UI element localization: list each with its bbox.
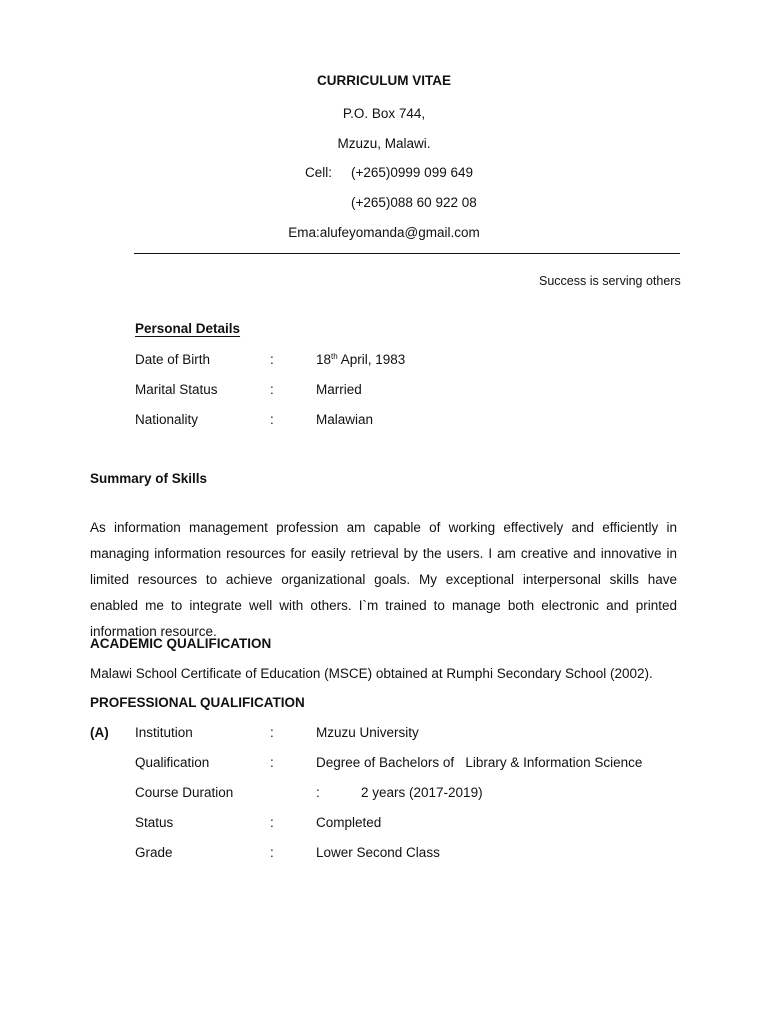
academic-heading: ACADEMIC QUALIFICATION [90, 636, 272, 651]
cell-label: Cell: [305, 165, 333, 180]
pd-label-dob: Date of Birth [135, 352, 211, 367]
cell-number-1: (+265)0999 099 649 [351, 165, 473, 180]
pq-value-institution: Mzuzu University [316, 725, 419, 740]
cell-number-2: (+265)088 60 922 08 [351, 195, 477, 210]
personal-details-heading: Personal Details [135, 321, 241, 336]
pd-sep-nationality: : [270, 412, 274, 427]
pd-sep-marital: : [270, 382, 274, 397]
pd-value-dob: 18th April, 1983 [316, 352, 406, 367]
pd-label-marital: Marital Status [135, 382, 218, 397]
address-line-1: P.O. Box 744, [342, 106, 426, 121]
email-line: Ema:alufeyomanda@gmail.com [288, 225, 480, 240]
pq-value-qualification: Degree of Bachelors of Library & Information Science [316, 755, 643, 770]
pq-label-qualification: Qualification [135, 755, 210, 770]
pq-label-duration: Course Duration [135, 785, 234, 800]
pq-sep-status: : [270, 815, 274, 830]
pq-sep-qualification: : [270, 755, 274, 770]
professional-heading: PROFESSIONAL QUALIFICATION [90, 695, 305, 710]
pq-label-status: Status [135, 815, 174, 830]
pq-value-status: Completed [316, 815, 382, 830]
pq-value-grade: Lower Second Class [316, 845, 440, 860]
motto: Success is serving others [539, 274, 681, 288]
pq-label-institution: Institution [135, 725, 193, 740]
academic-text: Malawi School Certificate of Education (MSCE) obtained at Rumphi Secondary School (2002). [90, 666, 653, 681]
pq-sep-institution: : [270, 725, 274, 740]
pd-label-nationality: Nationality [135, 412, 199, 427]
header-divider [134, 253, 680, 254]
pd-value-marital: Married [316, 382, 362, 397]
pq-sep-grade: : [270, 845, 274, 860]
pd-value-nationality: Malawian [316, 412, 374, 427]
skills-paragraph: As information management profession am capable of working effectively and efficiently in managing information resources for easily retrieval by the users. I am creative and innovative in limited resources to achieve organizational goals. My exceptional interpersonal skills have enabled me to integrate well with others. I`m trained to manage both electronic and printed information resource. [90, 520, 677, 639]
pq-sep-duration: : [316, 785, 320, 800]
professional-marker: (A) [90, 725, 109, 740]
pq-label-grade: Grade [135, 845, 173, 860]
cv-title: CURRICULUM VITAE [317, 73, 451, 88]
skills-heading: Summary of Skills [90, 471, 208, 486]
pd-sep-dob: : [270, 352, 274, 367]
pq-value-duration: 2 years (2017-2019) [361, 785, 483, 800]
address-line-2: Mzuzu, Malawi. [337, 136, 431, 151]
